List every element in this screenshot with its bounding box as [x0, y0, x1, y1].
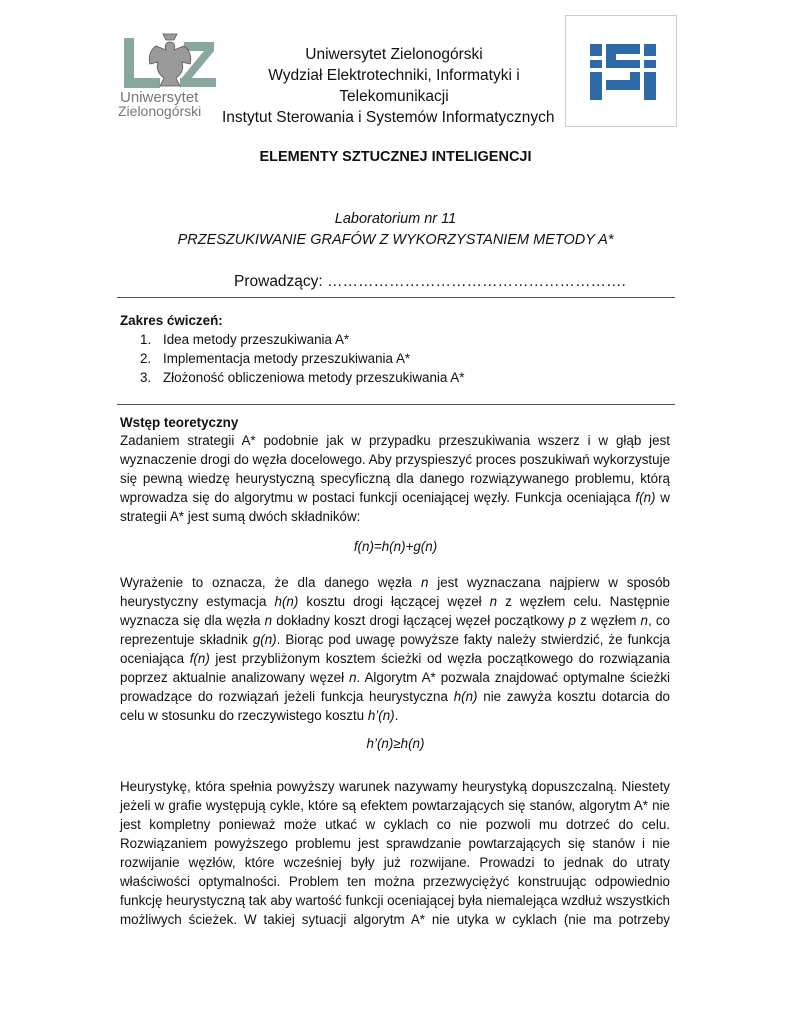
scope-heading: Zakres ćwiczeń:: [120, 313, 223, 328]
italic-term: h(n): [274, 594, 299, 609]
italic-term: n: [489, 594, 498, 609]
paragraph-line: jest kompletny ponieważ może utkać w cyklach co nie pozwoli mu dotrzeć do celu.: [120, 817, 670, 832]
divider-top: [117, 297, 675, 298]
italic-term: h(n): [453, 689, 478, 704]
paragraph-line: celu w stosunku do rzeczywistego kosztu h’(n).: [120, 708, 399, 723]
italic-term: h’(n): [367, 708, 395, 723]
scope-item-number: 3.: [140, 370, 152, 385]
header-university: Uniwersytet Zielonogórski: [305, 46, 483, 63]
italic-term: f(n): [189, 651, 210, 666]
italic-term: p: [568, 613, 576, 628]
paragraph-line: wprowadza się do algorytmu w postaci funkcji oceniającej węzły. Funkcja oceniająca f(n) w: [120, 490, 670, 505]
paragraph-line: Zadaniem strategii A* podobnie jak w przypadku przeszukiwania wszerz i w głąb jest: [120, 433, 670, 448]
italic-term: n: [349, 670, 357, 685]
paragraph-line: właściwości optymalności. Problem ten można przezwyciężyć konstruując odpowiednio: [120, 874, 670, 889]
paragraph-line: strategii A* jest sumą dwóch składników:: [120, 509, 361, 524]
lab-topic: PRZESZUKIWANIE GRAFÓW Z WYKORZYSTANIEM METODY A*: [177, 232, 614, 248]
instructor-line: Prowadzący: ………………………………………………….: [234, 273, 626, 290]
paragraph-line: wyznacza się dla węzła n dokładny koszt drogi łączącej węzeł początkowy p z węzłem n, co: [120, 613, 670, 628]
header-faculty: Wydział Elektrotechniki, Informatyki i: [268, 67, 520, 84]
italic-term: n: [264, 613, 273, 628]
paragraph-line: jeżeli w grafie występują cykle, które są efektem powtarzających się stanów, algorytm A* nie: [120, 798, 670, 813]
paragraph-line: reprezentuje składnik g(n). Biorąc pod uwagę powyższe fakty należy stwierdzić, że funkcja: [120, 632, 670, 647]
university-logo: [118, 28, 222, 128]
intro-heading: Wstęp teoretyczny: [120, 415, 239, 430]
scope-item-number: 1.: [140, 332, 152, 347]
paragraph-line: Wyrażenie to oznacza, że dla danego węzła n jest wyznaczana najpierw w sposób: [120, 575, 670, 590]
italic-term: n: [420, 575, 429, 590]
divider-mid: [117, 404, 675, 405]
paragraph-line: funkcję heurystyczną tak aby wartość funkcji oceniającej była niemalejąca wzdłuż wszystkich: [120, 893, 671, 908]
formula-h: h’(n)≥h(n): [366, 736, 425, 751]
paragraph-line: się pewną wiedzę heurystyczną specyficzną dla danego rozwiązywanego problemu, którą: [120, 471, 670, 486]
institute-logo: [565, 15, 677, 127]
course-title: ELEMENTY SZTUCZNEJ INTELIGENCJI: [259, 149, 532, 165]
paragraph-line: Rozwiązaniem powyższego problemu jest sprawdzanie powtarzających się stanów i nie: [120, 836, 670, 851]
italic-term: g(n): [252, 632, 277, 647]
paragraph-line: oceniająca f(n) jest przybliżonym kosztem ścieżki od węzła początkowego do rozwiązania: [120, 651, 671, 666]
logo-text-line1: Uniwersytet: [120, 89, 199, 106]
paragraph-line: heurystyczny estymacja h(n) kosztu drogi łączącej węzeł n z węzłem celu. Następnie: [120, 594, 670, 609]
paragraph-line: Heurystykę, która spełnia powyższy warunek nazywamy heurystyką dopuszczalną. Niestety: [120, 779, 670, 794]
formula-f: f(n)=h(n)+g(n): [353, 539, 438, 554]
paragraph-line: poprzez aktualnie analizowany węzeł n. Algorytm A* pozwala znajdować optymalne ścieżki: [120, 670, 670, 685]
lab-number: Laboratorium nr 11: [334, 211, 457, 227]
logo-text-line2: Zielonogórski: [118, 103, 202, 119]
header-institute: Instytut Sterowania i Systemów Informatycznych: [222, 109, 555, 126]
scope-item-text: Idea metody przeszukiwania A*: [163, 332, 350, 347]
paragraph-line: wyznaczenie drogi do węzła docelowego. Aby przyspieszyć proces poszukiwań wykorzystuje: [120, 452, 671, 467]
scope-item-text: Złożoność obliczeniowa metody przeszukiwania A*: [163, 370, 465, 385]
paragraph-line: rozwijanie węzłów, które wcześniej były już rozwijane. Prowadzi to jednak do utraty: [120, 855, 670, 870]
header-faculty-cont: Telekomunikacji: [339, 88, 449, 105]
scope-item-text: Implementacja metody przeszukiwania A*: [163, 351, 411, 366]
paragraph-line: prowadzące do rozwiązań jeżeli funkcja heurystyczna h(n) nie zawyża kosztu dotarcia do: [120, 689, 670, 704]
paragraph-line: możliwych ścieżek. W takiej sytuacji algorytm A* nie utyka w cyklach (nie ma potrzeby: [120, 912, 670, 927]
scope-item-number: 2.: [140, 351, 152, 366]
italic-term: f(n): [635, 490, 656, 505]
italic-term: n: [640, 613, 648, 628]
